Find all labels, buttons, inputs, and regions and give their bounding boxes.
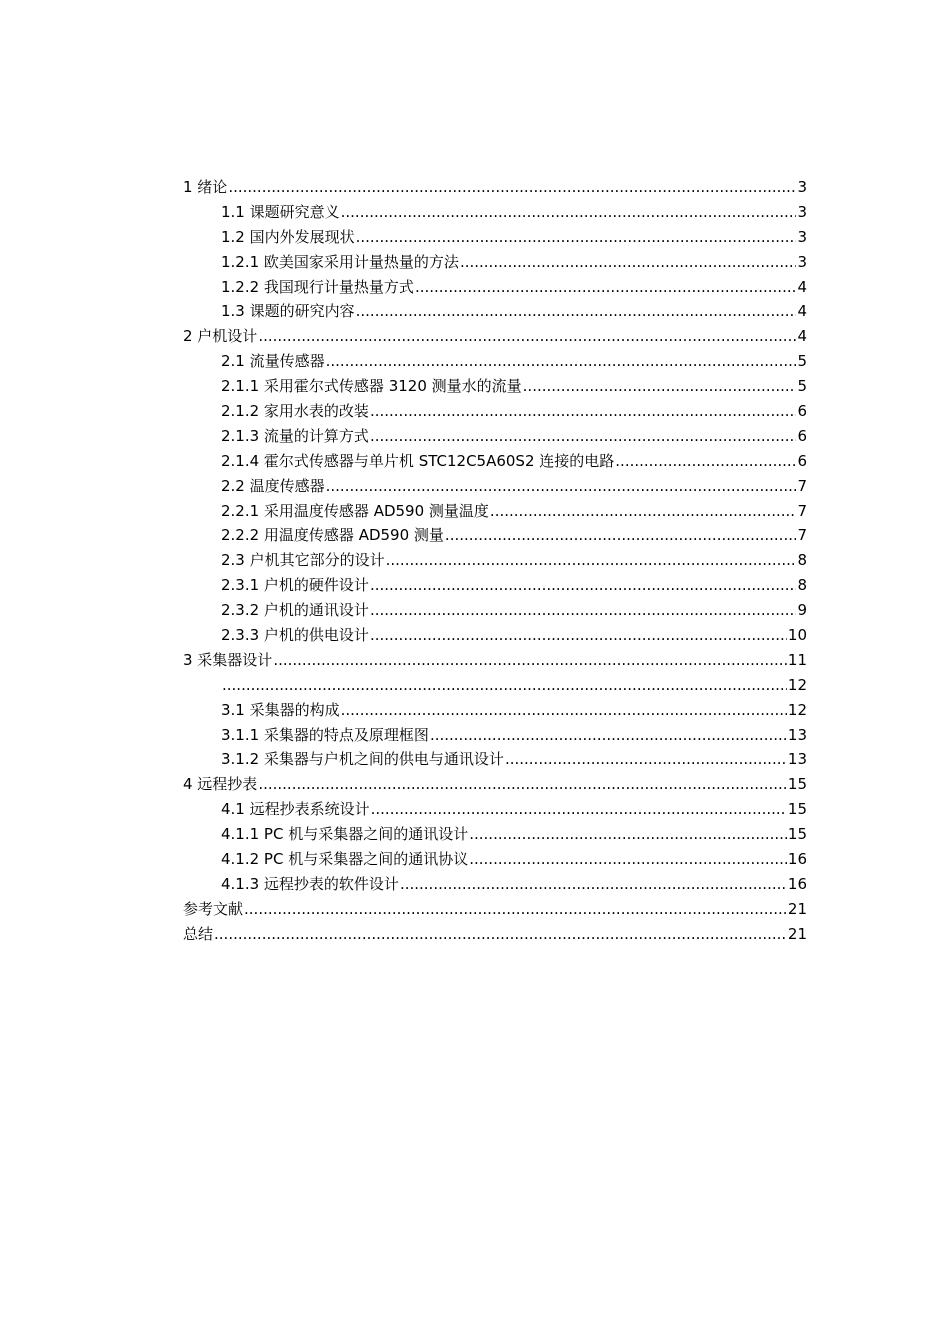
toc-entry[interactable]: [183, 324, 807, 349]
toc-entry[interactable]: [183, 747, 807, 772]
toc-dot-leader: [523, 374, 797, 399]
toc-dot-leader: [460, 250, 797, 275]
toc-dot-leader: [400, 872, 787, 897]
toc-entry-title: 2.1.3 流量的计算方式: [221, 426, 369, 445]
toc-entry-title: 4.1.3 远程抄表的软件设计: [221, 874, 399, 893]
toc-entry-title: 2.2.2 用温度传感器 AD590 测量: [221, 526, 444, 545]
toc-entry[interactable]: [183, 598, 807, 623]
toc-entry[interactable]: [183, 822, 807, 847]
toc-entry-title: 4 远程抄表: [183, 775, 258, 794]
toc-dot-leader: [258, 772, 787, 797]
toc-entry-title: 2.2 温度传感器: [221, 476, 325, 495]
toc-entry[interactable]: [183, 225, 807, 250]
toc-page-number: 4: [797, 277, 807, 296]
table-of-contents: [183, 175, 807, 947]
toc-entry[interactable]: [183, 648, 807, 673]
toc-entry-title: 2.3.1 户机的硬件设计: [221, 576, 369, 595]
toc-dot-leader: [370, 598, 797, 623]
toc-dot-leader: [370, 623, 787, 648]
toc-page-number: 21: [787, 899, 807, 918]
toc-entry-title: 2 户机设计: [183, 327, 258, 346]
toc-entry-title: 1.2.2 我国现行计量热量方式: [221, 277, 414, 296]
toc-page-number: 7: [797, 501, 807, 520]
toc-entry[interactable]: [183, 200, 807, 225]
toc-page-number: 6: [797, 426, 807, 445]
toc-entry[interactable]: [183, 872, 807, 897]
toc-dot-leader: [370, 573, 797, 598]
toc-entry[interactable]: [183, 922, 807, 947]
toc-entry-title: 4.1.1 PC 机与采集器之间的通讯设计: [221, 825, 469, 844]
toc-page-number: 11: [787, 650, 807, 669]
toc-page-number: 7: [797, 476, 807, 495]
toc-page-number: 3: [797, 202, 807, 221]
toc-dot-leader: [386, 548, 797, 573]
toc-entry[interactable]: [183, 474, 807, 499]
toc-dot-leader: [228, 175, 796, 200]
toc-entry[interactable]: [183, 523, 807, 548]
toc-entry[interactable]: [183, 698, 807, 723]
toc-dot-leader: [370, 399, 797, 424]
toc-page-number: 7: [797, 526, 807, 545]
toc-dot-leader: [356, 225, 797, 250]
toc-dot-leader: [341, 200, 797, 225]
toc-page-number: 16: [787, 850, 807, 869]
toc-dot-leader: [469, 847, 787, 872]
toc-entry[interactable]: [183, 797, 807, 822]
toc-entry-title: 3.1 采集器的构成: [221, 700, 340, 719]
toc-entry[interactable]: [183, 548, 807, 573]
toc-dot-leader: [430, 723, 787, 748]
toc-dot-leader: [326, 349, 797, 374]
toc-page-number: 15: [787, 825, 807, 844]
toc-page-number: 15: [787, 800, 807, 819]
toc-page-number: 13: [787, 750, 807, 769]
toc-entry-title: 4.1 远程抄表系统设计: [221, 800, 370, 819]
toc-dot-leader: [326, 474, 797, 499]
toc-entry[interactable]: [183, 349, 807, 374]
toc-entry-title: 2.2.1 采用温度传感器 AD590 测量温度: [221, 501, 489, 520]
toc-entry[interactable]: [183, 424, 807, 449]
toc-page-number: 12: [787, 700, 807, 719]
toc-page-number: 6: [797, 402, 807, 421]
toc-dot-leader: [222, 673, 787, 698]
toc-dot-leader: [371, 797, 787, 822]
toc-dot-leader: [415, 275, 797, 300]
toc-dot-leader: [341, 698, 787, 723]
toc-entry-title: 1.1 课题研究意义: [221, 202, 340, 221]
toc-page-number: 4: [797, 302, 807, 321]
toc-entry-title: 3 采集器设计: [183, 650, 273, 669]
toc-entry[interactable]: [183, 723, 807, 748]
toc-entry[interactable]: [183, 250, 807, 275]
toc-entry[interactable]: [183, 399, 807, 424]
toc-entry-title: 1.3 课题的研究内容: [221, 302, 355, 321]
toc-page-number: 13: [787, 725, 807, 744]
toc-entry-title: 3.1.2 采集器与户机之间的供电与通讯设计: [221, 750, 504, 769]
toc-entry[interactable]: [183, 499, 807, 524]
toc-page-number: 3: [797, 252, 807, 271]
toc-entry[interactable]: [183, 573, 807, 598]
toc-entry[interactable]: [183, 673, 807, 698]
toc-entry[interactable]: [183, 374, 807, 399]
toc-entry[interactable]: [183, 275, 807, 300]
toc-entry[interactable]: [183, 772, 807, 797]
toc-page-number: 8: [797, 576, 807, 595]
toc-entry[interactable]: [183, 175, 807, 200]
toc-dot-leader: [244, 897, 787, 922]
toc-entry-title: 2.1.1 采用霍尔式传感器 3120 测量水的流量: [221, 377, 522, 396]
toc-entry-title: 2.1.4 霍尔式传感器与单片机 STC12C5A60S2 连接的电路: [221, 451, 615, 470]
toc-entry-title: 总结: [183, 924, 214, 943]
toc-page-number: 6: [797, 451, 807, 470]
toc-dot-leader: [356, 299, 797, 324]
toc-entry-title: 2.3.2 户机的通讯设计: [221, 601, 369, 620]
toc-page-number: 9: [797, 601, 807, 620]
toc-page-number: 21: [787, 924, 807, 943]
toc-page-number: 16: [787, 874, 807, 893]
toc-dot-leader: [258, 324, 796, 349]
toc-dot-leader: [445, 523, 797, 548]
toc-page-number: 4: [797, 327, 807, 346]
toc-dot-leader: [615, 449, 796, 474]
toc-entry-title: 4.1.2 PC 机与采集器之间的通讯协议: [221, 850, 469, 869]
toc-page-number: 5: [797, 377, 807, 396]
toc-dot-leader: [273, 648, 787, 673]
toc-page-number: 10: [787, 626, 807, 645]
toc-entry-title: 1.2 国内外发展现状: [221, 227, 355, 246]
toc-entry[interactable]: [183, 449, 807, 474]
toc-page-number: 15: [787, 775, 807, 794]
toc-entry-title: 3.1.1 采集器的特点及原理框图: [221, 725, 429, 744]
toc-entry-title: 1.2.1 欧美国家采用计量热量的方法: [221, 252, 459, 271]
toc-dot-leader: [505, 747, 787, 772]
toc-page-number: 3: [797, 178, 807, 196]
toc-entry-title: 2.1 流量传感器: [221, 352, 325, 371]
toc-dot-leader: [469, 822, 787, 847]
toc-entry-title: 2.3.3 户机的供电设计: [221, 626, 369, 645]
toc-entry-title: 2.3 户机其它部分的设计: [221, 551, 385, 570]
toc-entry-title: 2.1.2 家用水表的改装: [221, 402, 369, 421]
toc-dot-leader: [370, 424, 797, 449]
toc-entry-title: 1 绪论: [183, 178, 228, 196]
toc-entry[interactable]: [183, 897, 807, 922]
toc-entry-title: 参考文献: [183, 899, 244, 918]
toc-dot-leader: [490, 499, 797, 524]
toc-entry[interactable]: [183, 299, 807, 324]
toc-entry[interactable]: [183, 623, 807, 648]
toc-page-number: 5: [797, 352, 807, 371]
toc-entry[interactable]: [183, 847, 807, 872]
toc-page-number: 12: [787, 675, 807, 694]
toc-page-number: 8: [797, 551, 807, 570]
toc-dot-leader: [214, 922, 787, 947]
toc-page-number: 3: [797, 227, 807, 246]
